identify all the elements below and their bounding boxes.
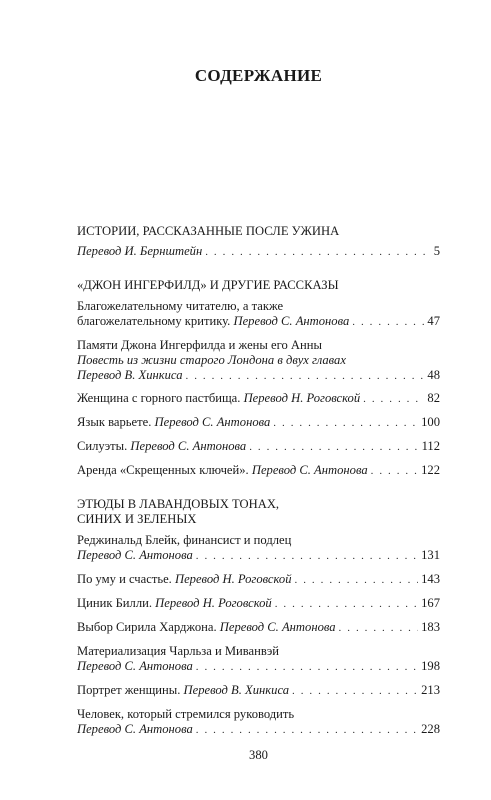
page-ref: 143 xyxy=(421,572,440,586)
entry-title: Благожелательному читателю, а также xyxy=(77,299,284,313)
leader-dots xyxy=(339,621,419,636)
entry-title: По уму и счастье. xyxy=(77,572,172,586)
toc-entry xyxy=(77,596,440,612)
toc-entry xyxy=(77,620,440,636)
page-title: СОДЕРЖАНИЕ xyxy=(194,66,323,85)
page-ref: 112 xyxy=(421,439,440,453)
page-ref: 5 xyxy=(433,244,440,258)
translator: Перевод Н. Роговской xyxy=(174,572,292,586)
entry-title: Реджинальд Блейк, финансист и подлец xyxy=(77,533,292,547)
toc-entry xyxy=(77,683,440,699)
entry-title: Аренда «Скрещенных ключей». xyxy=(77,463,249,477)
translator: Перевод В. Хинкиса xyxy=(183,683,290,697)
entry-title: Памяти Джона Ингерфилда и жены его Анны xyxy=(77,338,322,352)
translator: Перевод В. Хинкиса xyxy=(77,368,183,382)
leader-dots xyxy=(352,315,424,330)
page-ref: 122 xyxy=(421,463,440,477)
toc-entry xyxy=(77,644,440,675)
toc-entry xyxy=(77,415,440,431)
toc-entry xyxy=(77,463,440,479)
leader-dots xyxy=(292,684,418,699)
entry-title: Женщина с горного пастбища. xyxy=(77,391,241,405)
toc-entry xyxy=(77,707,440,738)
translator: Перевод С. Антонова xyxy=(251,463,368,477)
translator: Перевод И. Бернштейн xyxy=(77,244,203,258)
leader-dots xyxy=(371,464,418,479)
toc-entry xyxy=(77,533,440,564)
page-ref: 183 xyxy=(421,620,440,634)
toc-entry xyxy=(77,572,440,588)
entry-title: Циник Билли. xyxy=(77,596,153,610)
translator: Перевод С. Антонова xyxy=(77,722,193,736)
page-ref: 48 xyxy=(427,368,440,382)
entry-subtitle: Повесть из жизни старого Лондона в двух главах xyxy=(77,353,346,367)
leader-dots xyxy=(295,573,419,588)
leader-dots xyxy=(196,549,418,564)
entry-title: Выбор Сирила Харджона. xyxy=(77,620,217,634)
entry-title: Силуэты. xyxy=(77,439,128,453)
leader-dots xyxy=(186,369,425,384)
leader-dots xyxy=(196,723,418,738)
page-ref: 131 xyxy=(421,548,440,562)
page-ref: 198 xyxy=(421,659,440,673)
contents-page xyxy=(77,0,440,800)
page-ref: 100 xyxy=(421,415,440,429)
toc-entry xyxy=(77,338,440,384)
page-ref: 82 xyxy=(427,391,440,405)
translator: Перевод С. Антонова xyxy=(219,620,336,634)
leader-dots xyxy=(273,416,418,431)
section-heading xyxy=(77,497,440,527)
entry-title: Язык варьете. xyxy=(77,415,152,429)
entry-title: Портрет женщины. xyxy=(77,683,181,697)
page-ref: 167 xyxy=(421,596,440,610)
section-heading: ИСТОРИИ, РАССКАЗАННЫЕ ПОСЛЕ УЖИНА xyxy=(77,224,340,238)
translator: Перевод С. Антонова xyxy=(77,548,193,562)
page-ref: 213 xyxy=(421,683,440,697)
toc-entry xyxy=(77,391,440,407)
leader-dots xyxy=(249,440,418,455)
translator: Перевод С. Антонова xyxy=(233,314,350,328)
translator: Перевод С. Антонова xyxy=(130,439,247,453)
translator: Перевод С. Антонова xyxy=(154,415,271,429)
section-heading-line: ЭТЮДЫ В ЛАВАНДОВЫХ ТОНАХ, xyxy=(77,497,280,511)
leader-dots xyxy=(196,660,418,675)
section-heading-line: СИНИХ И ЗЕЛЕНЫХ xyxy=(77,512,197,526)
page-ref: 228 xyxy=(421,722,440,736)
toc-entry xyxy=(77,439,440,455)
leader-dots xyxy=(205,245,430,260)
leader-dots xyxy=(363,392,424,407)
entry-title: Материализация Чарльза и Миванвэй xyxy=(77,644,279,658)
entry-title: благожелательному критику. xyxy=(77,314,231,328)
entry-title: Человек, который стремился руководить xyxy=(77,707,295,721)
toc-entry xyxy=(77,299,440,330)
translator: Перевод С. Антонова xyxy=(77,659,193,673)
translator: Перевод Н. Роговской xyxy=(155,596,272,610)
page-ref: 47 xyxy=(427,314,440,328)
leader-dots xyxy=(275,597,418,612)
toc-entry xyxy=(77,244,440,260)
page-number: 380 xyxy=(249,748,268,762)
section-heading: «ДЖОН ИНГЕРФИЛД» И ДРУГИЕ РАССКАЗЫ xyxy=(77,278,339,292)
translator: Перевод Н. Роговской xyxy=(243,391,361,405)
